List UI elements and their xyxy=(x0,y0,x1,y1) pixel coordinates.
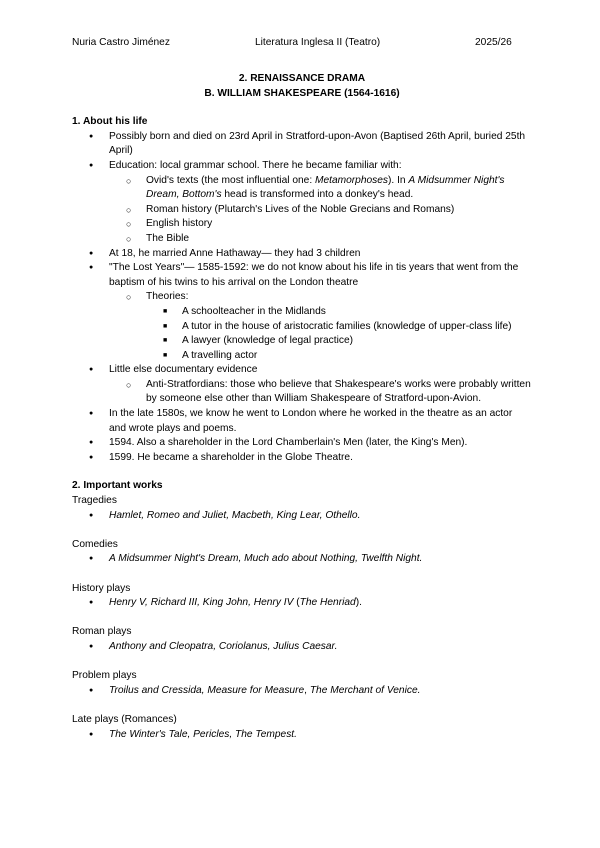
life-1594: ● 1594. Also a shareholder in the Lord Chamberlain's Men (later, the King's Men). xyxy=(72,436,532,451)
works-section xyxy=(72,494,532,742)
ovid-text-d: A Midsummer Night's Dream, Bottom's xyxy=(146,174,505,201)
problem-item xyxy=(72,684,532,699)
tragedies-item xyxy=(72,509,532,524)
title-line-2: B. WILLIAM SHAKESPEARE (1564-1616) xyxy=(204,87,400,99)
header-course: Literatura Inglesa II (Teatro) xyxy=(255,37,381,48)
history-text-b: ( xyxy=(293,597,300,609)
late-item xyxy=(72,728,532,743)
life-marriage: ● At 18, he married Anne Hathaway— they had 3 children xyxy=(72,247,532,262)
education-ovid xyxy=(109,174,532,203)
late-list xyxy=(72,728,532,743)
theories xyxy=(109,290,532,363)
life-london: ● In the late 1580s, we know he went to London where he worked in the theatre as an actor and wrote plays and poems. xyxy=(72,407,532,436)
history-list xyxy=(72,596,532,611)
life-education xyxy=(72,159,532,247)
theory-item: ■ A lawyer (knowledge of legal practice) xyxy=(146,334,532,349)
problem-list xyxy=(72,684,532,699)
history-text-d: ). xyxy=(355,597,362,609)
section-heading-works: 2. Important works xyxy=(72,480,163,492)
works-late-label: Late plays (Romances) xyxy=(72,713,177,725)
section-heading-life: 1. About his life xyxy=(72,116,148,128)
roman-text: Anthony and Cleopatra, Coriolanus, Julius Caesar. xyxy=(109,640,338,652)
theory-list xyxy=(146,305,532,363)
lost-years-list xyxy=(109,290,532,363)
life-little-evidence xyxy=(72,363,532,407)
ovid-text-c: ). In xyxy=(388,174,409,186)
ovid-text-b: Metamorphoses xyxy=(314,174,389,186)
education-english-history: ○ English history xyxy=(109,217,532,232)
history-text-c: The Henriad xyxy=(299,597,356,609)
life-list xyxy=(72,130,532,466)
problem-text-b: , xyxy=(304,684,310,696)
life-birth: ● Possibly born and died on 23rd April in Stratford-upon-Avon (Baptised 26th April, buried 25th April) xyxy=(72,130,532,159)
tragedies-text: Hamlet, Romeo and Juliet, Macbeth, King Lear, Othello. xyxy=(109,509,361,521)
header-author: Nuria Castro Jiménez xyxy=(72,37,170,48)
late-text: The Winter's Tale, Pericles, The Tempest. xyxy=(109,728,297,740)
history-text-a: Henry V, Richard III, King John, Henry IV xyxy=(109,597,294,609)
document-body xyxy=(72,72,532,742)
header-year: 2025/26 xyxy=(475,37,512,48)
education-bible: ○ The Bible xyxy=(109,232,532,247)
comedies-list xyxy=(72,552,532,567)
works-tragedies-label: Tragedies xyxy=(72,495,117,507)
comedies-text: A Midsummer Night's Dream, Much ado about Nothing, Twelfth Night. xyxy=(109,553,423,565)
education-roman-history: ○ Roman history (Plutarch's Lives of the Noble Grecians and Romans) xyxy=(109,203,532,218)
comedies-item xyxy=(72,552,532,567)
theory-item: ■ A tutor in the house of aristocratic families (knowledge of upper-class life) xyxy=(146,320,532,335)
problem-text-c: The Merchant of Venice. xyxy=(309,684,421,696)
works-comedies-label: Comedies xyxy=(72,538,118,550)
life-little-evidence-text: Little else documentary evidence xyxy=(109,364,258,376)
life-1599: ● 1599. He became a shareholder in the Globe Theatre. xyxy=(72,451,532,466)
life-lost-years xyxy=(72,261,532,363)
roman-list xyxy=(72,640,532,655)
works-problem-label: Problem plays xyxy=(72,670,137,682)
evidence-list xyxy=(109,378,532,407)
theory-item: ■ A schoolteacher in the Midlands xyxy=(146,305,532,320)
title-line-1: 2. RENAISSANCE DRAMA xyxy=(238,73,366,84)
roman-item xyxy=(72,640,532,655)
history-item xyxy=(72,596,532,611)
life-education-text: Education: local grammar school. There he became familiar with: xyxy=(109,159,402,171)
theories-label: Theories: xyxy=(146,291,189,303)
ovid-text-a: Ovid's texts (the most influential one: xyxy=(146,174,315,186)
tragedies-list xyxy=(72,509,532,524)
works-roman-label: Roman plays xyxy=(72,626,132,638)
ovid-text-e: head is transformed into a donkey's head. xyxy=(221,189,414,201)
education-list xyxy=(109,174,532,247)
works-history-label: History plays xyxy=(72,582,131,594)
problem-text-a: Troilus and Cressida, Measure for Measure xyxy=(109,684,305,696)
life-lost-years-text: "The Lost Years"— 1585-1592: we do not know about his life in tis years that went from the baptism of his twins to his arrival on the London theatre xyxy=(109,262,519,288)
theory-item: ■ A travelling actor xyxy=(146,349,532,364)
anti-stratfordians: ○ Anti-Stratfordians: those who believe that Shakespeare's works were probably written by someone else other than William Shakespeare of Stratford-upon-Avion. xyxy=(109,378,532,407)
